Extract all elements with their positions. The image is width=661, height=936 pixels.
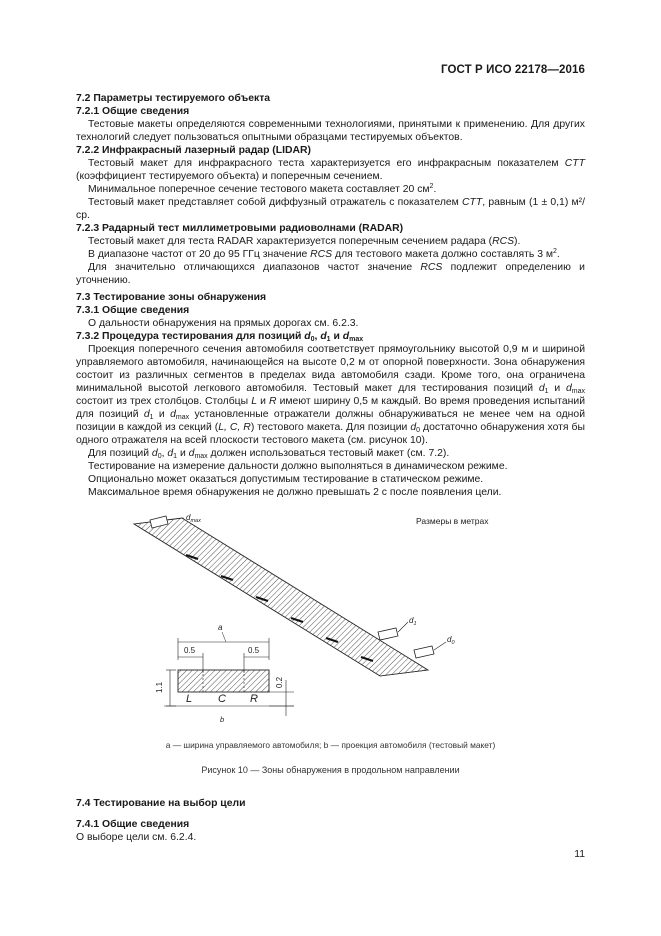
label-d1: $d_1$: [409, 616, 417, 627]
dim-0-2: 0.2: [275, 676, 284, 688]
paragraph: Опционально может оказаться допустимым тестирование в статическом режиме.: [88, 474, 484, 485]
paragraph: Тестовый макет представляет собой диффузный отражатель с показателем CTT, равным (1 ± 0,1) м²/ср.: [76, 197, 585, 221]
units-label: Размеры в метрах: [416, 516, 489, 526]
main-text: [76, 92, 585, 499]
target-d0: [414, 646, 434, 658]
heading-7-4-1: 7.4.1 Общие сведения: [76, 819, 190, 830]
dim-a: a: [218, 623, 223, 632]
figure-caption: Рисунок 10 — Зоны обнаружения в продольном направлении: [201, 765, 460, 775]
page-number: 11: [574, 849, 585, 860]
column-label-L: L: [186, 693, 193, 705]
paragraph: Для значительно отличающихся диапазонов частот значение RCS подлежит определению и уточнению.: [76, 262, 585, 286]
section-7-4: [76, 797, 585, 844]
paragraph: Минимальное поперечное сечение тестового макета составляет 20 $см^2$.: [88, 183, 437, 195]
heading-7-3-1: 7.3.1 Общие сведения: [76, 305, 190, 316]
paragraph: Тестовый макет для теста RADAR характеризуется поперечным сечением радара (RCS).: [88, 236, 521, 247]
paragraph: Проекция поперечного сечения автомобиля соответствует прямоугольнику высотой 0,9 м и шириной управляемого автомобиля, начинающейся на высоте 0,2 м от опорной поверхности. Зона обнаружения состоит из различных сегментов в пределах вида автомобиля сзади. Кроме того, она ограничена минимальной высотой легкового автомобиля. Тестовый макет для тестирования позиций $d_1$ и $d_{max}$ состоит из трех столбцов. Столбцы L и R имеют ширину 0,5 м каждый. Во время проведения испытаний для позиций $d_1$ и $d_{max}$ установленные отражатели должны обнаруживаться не менее чем на одной позиции в каждой из секций (L, C, R) тестового макета. Для позиции $d_0$ достаточно обнаружения хотя бы одного отражателя на всей плоскости тестового макета (см. рисунок 10).: [76, 344, 586, 446]
heading-7-2-3: 7.2.3 Радарный тест миллиметровыми радиоволнами (RADAR): [76, 223, 404, 234]
paragraph: Тестовый макет для инфракрасного теста характеризуется его инфракрасным показателем CTT (коэффициент тестируемого объекта) и поперечным сечением.: [76, 158, 585, 182]
dim-b: b: [220, 715, 225, 724]
paragraph: Тестовые макеты определяются современными технологиями, принятыми к применению. Для других технологий следует пользоваться опытными образцами тестируемых объектов.: [76, 119, 585, 143]
paragraph: О дальности обнаружения на прямых дорогах см. 6.2.3.: [88, 318, 359, 329]
dim-1-1: 1.1: [155, 681, 164, 693]
heading-7-2-2: 7.2.2 Инфракрасный лазерный радар (LIDAR): [76, 145, 311, 156]
column-label-R: R: [250, 693, 258, 705]
column-label-C: C: [218, 693, 226, 705]
document-code: ГОСТ Р ИСО 22178—2016: [440, 64, 585, 76]
paragraph: Для позиций $d_0$, $d_1$ и $d_{max}$ должен использоваться тестовый макет (см. 7.2).: [88, 448, 450, 460]
test-target-front-view: [155, 623, 294, 724]
target-d1: [378, 628, 398, 640]
label-d0: $d_0$: [447, 635, 455, 646]
paragraph: Тестирование на измерение дальности должно выполняться в динамическом режиме.: [88, 461, 508, 472]
figure-legend: a — ширина управляемого автомобиля; b — проекция автомобиля (тестовый макет): [165, 740, 496, 750]
dim-0-5-left: 0.5: [184, 646, 196, 655]
dim-0-5-right: 0.5: [248, 646, 260, 655]
heading-7-3-2: 7.3.2 Процедура тестирования для позиций $d_0$, $d_1$ и $d_{max}$: [76, 331, 364, 343]
figure-10-diagram: [126, 510, 586, 740]
paragraph: Максимальное время обнаружения не должно превышать 2 с после появления цели.: [88, 487, 502, 498]
heading-7-4: 7.4 Тестирование на выбор цели: [76, 798, 246, 809]
label-dmax: $d_{max}$: [186, 513, 201, 524]
heading-7-2-1: 7.2.1 Общие сведения: [76, 106, 190, 117]
heading-7-3: 7.3 Тестирование зоны обнаружения: [76, 292, 267, 303]
paragraph: В диапазоне частот от 20 до 95 ГГц значение RCS для тестового макета должно составлять 3 $м^2$.: [88, 248, 560, 260]
paragraph: О выборе цели см. 6.2.4.: [76, 832, 197, 843]
heading-7-2: 7.2 Параметры тестируемого объекта: [76, 93, 271, 104]
